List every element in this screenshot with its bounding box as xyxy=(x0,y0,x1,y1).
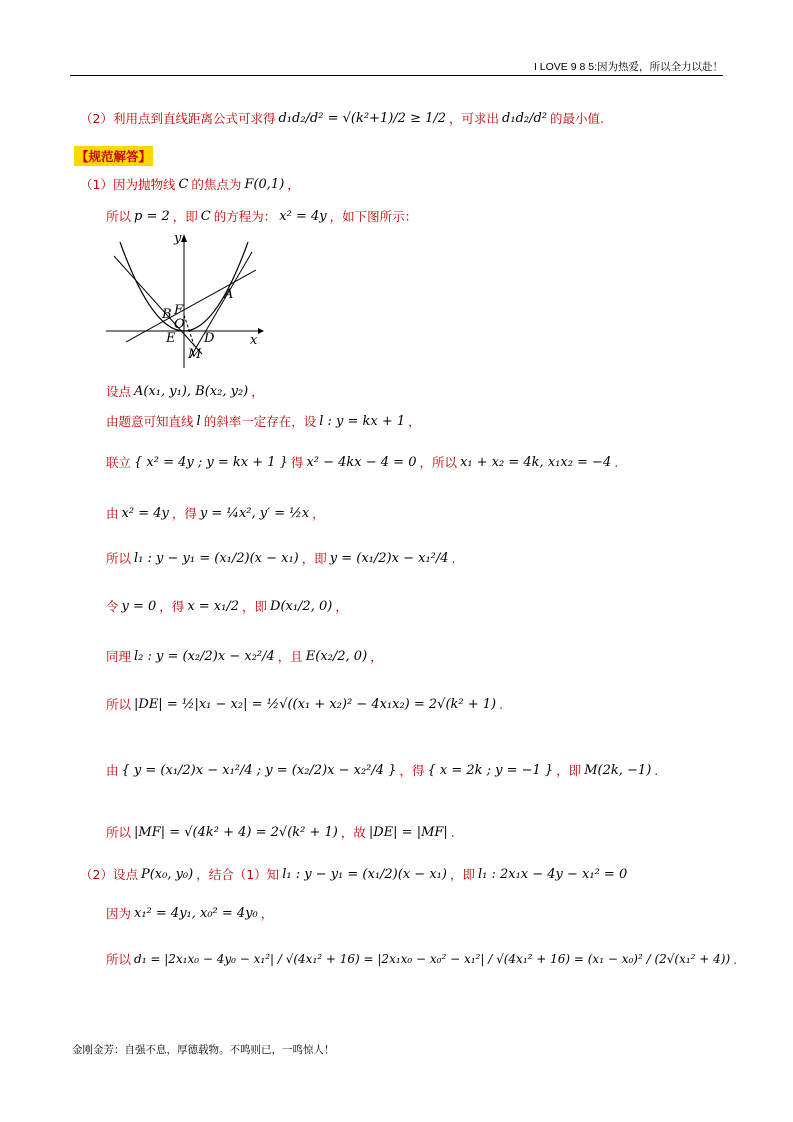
hint-2-formula2: d₁d₂/d² xyxy=(502,110,548,126)
line-1-post: ，如下图所示： xyxy=(329,209,418,224)
tangent-l2 xyxy=(114,256,202,354)
line-5-mid: ，得 xyxy=(171,506,197,521)
line-13-post: ， xyxy=(260,906,274,921)
line-5-post: ， xyxy=(312,506,325,521)
graph-label-x: x xyxy=(250,333,258,348)
line-4-pre: 联立 xyxy=(106,455,132,470)
solution-line-10 xyxy=(106,755,658,785)
hint-2-tail: 的最小值. xyxy=(550,111,604,126)
line-6-math-2: y = (x₁/2)x − x₁²/4 xyxy=(329,550,449,566)
line-1-mid2: 的方程为： xyxy=(213,209,277,224)
graph-label-y: y xyxy=(174,231,182,246)
solution-line-11 xyxy=(106,820,455,844)
line-4-math-2: x² − 4kx − 4 = 0 xyxy=(306,454,417,470)
line-0-math-2: F(0,1) xyxy=(244,176,285,192)
line-3-mid: 的斜率一定存在，设 xyxy=(203,414,317,429)
line-12-math-1: P(x₀, y₀) xyxy=(140,866,194,882)
line-8-post: ， xyxy=(370,649,383,664)
line-12-mid2: ，即 xyxy=(449,867,475,882)
line-9-math-1: |DE| = ½|x₁ − x₂| = ½√((x₁ + x₂)² − 4x₁x₂) = 2√(k² + 1) xyxy=(134,696,497,712)
line-3-math-1: l xyxy=(196,413,201,429)
page-footer: 金刚金芳：自强不息，厚德载物。不鸣则已，一鸣惊人！ xyxy=(72,1044,335,1056)
hint-2-mid: ，可求出 xyxy=(449,111,500,126)
solution-line-14 xyxy=(106,944,737,974)
line-13-math-1: x₁² = 4y₁, x₀² = 4y₀ xyxy=(134,905,258,921)
solution-line-4 xyxy=(106,447,618,477)
solution-line-13 xyxy=(106,902,273,924)
line-12-math-2: l₁ : y − y₁ = (x₁/2)(x − x₁) xyxy=(282,866,447,882)
line-1-math-2: C xyxy=(200,208,211,224)
line-11-post: . xyxy=(450,824,455,840)
line-7-math-2: x = x₁/2 xyxy=(187,598,239,614)
line-4-post: . xyxy=(614,454,619,470)
line-10-math-2: { x = 2k ; y = −1 } xyxy=(427,762,554,778)
line-10-mid: ，得 xyxy=(399,763,425,778)
line-14-math-1: d₁ = |2x₁x₀ − 4y₀ − x₁²| / √(4x₁² + 16) = |2x₁x₀ − x₀² − x₁²| / √(4x₁² + 16) = (x₁ − x₀)² / (2√(x₁² + 4)) xyxy=(134,952,731,966)
solution-line-2 xyxy=(106,380,264,402)
line-4-mid2: ，所以 xyxy=(419,455,457,470)
graph-label-m: M xyxy=(188,347,202,362)
line-7-mid: ，得 xyxy=(159,599,185,614)
solution-line-0 xyxy=(80,173,300,195)
line-6-pre: 所以 xyxy=(106,551,132,566)
line-14-post: . xyxy=(733,951,738,967)
line-4-math-1: { x² = 4y ; y = kx + 1 } xyxy=(134,454,288,470)
line-10-pre: 由 xyxy=(106,763,119,778)
line-1-math-1: p = 2 xyxy=(134,208,170,224)
solution-badge-line xyxy=(74,146,153,166)
hint-2-line xyxy=(80,100,604,136)
line-6-post: . xyxy=(451,550,456,566)
line-10-math-1: { y = (x₁/2)x − x₁²/4 ; y = (x₂/2)x − x₂²/4 } xyxy=(121,762,397,778)
line-7-math-3: D(x₁/2, 0) xyxy=(270,598,333,614)
header-rule xyxy=(70,75,723,76)
graph-label-d: D xyxy=(204,331,215,346)
tangent-l1 xyxy=(190,252,252,358)
line-2-pre: 设点 xyxy=(106,384,132,399)
line-4-math-3: x₁ + x₂ = 4k, x₁x₂ = −4 xyxy=(460,454,612,470)
solution-line-6 xyxy=(106,544,456,572)
graph-label-e: E xyxy=(166,331,176,346)
line-6-mid: ，即 xyxy=(301,551,327,566)
line-4-mid: 得 xyxy=(290,455,304,470)
line-9-post: . xyxy=(499,696,504,712)
graph-label-o: O xyxy=(174,317,185,332)
line-0-mid: 的焦点为 xyxy=(191,177,242,192)
hint-2-label: （2）利用点到直线距离公式可求得 xyxy=(80,111,276,126)
line-7-mid2: ，即 xyxy=(242,599,268,614)
line-7-post: ， xyxy=(335,599,348,614)
parabola-graph xyxy=(106,230,266,370)
line-12-math-3: l₁ : 2x₁x − 4y − x₁² = 0 xyxy=(477,866,628,882)
line-3-pre: 由题意可知直线 xyxy=(106,414,194,429)
line-0-math-1: C xyxy=(178,176,189,192)
solution-line-7 xyxy=(106,592,348,620)
line-2-math-1: A(x₁, y₁), B(x₂, y₂) xyxy=(134,383,249,399)
line-3-math-2: l : y = kx + 1 xyxy=(319,413,406,429)
line-11-math-1: |MF| = √(4k² + 4) = 2√(k² + 1) xyxy=(134,824,338,840)
line-1-mid: ，即 xyxy=(172,209,198,224)
line-8-mid: ，且 xyxy=(277,649,303,664)
graph-label-f: F xyxy=(174,303,184,318)
solution-line-5 xyxy=(106,500,325,526)
line-5-math-2: y = ¼x², y′ = ½x xyxy=(199,505,310,521)
x-axis-arrow xyxy=(258,328,264,334)
line-7-pre: 令 xyxy=(106,599,119,614)
solution-line-12 xyxy=(80,860,630,888)
solution-line-1 xyxy=(106,205,417,227)
line-6-math-1: l₁ : y − y₁ = (x₁/2)(x − x₁) xyxy=(134,550,299,566)
line-11-math-2: |DE| = |MF| xyxy=(368,824,448,840)
graph-label-a: A xyxy=(224,287,234,302)
line-5-math-1: x² = 4y xyxy=(121,505,169,521)
line-8-math-1: l₂ : y = (x₂/2)x − x₂²/4 xyxy=(134,648,275,664)
line-10-mid2: ，即 xyxy=(556,763,582,778)
line-11-mid: ，故 xyxy=(340,825,366,840)
line-14-pre: 所以 xyxy=(106,952,132,967)
line-13-pre: 因为 xyxy=(106,906,132,921)
line-9-pre: 所以 xyxy=(106,697,132,712)
line-12-mid: ，结合（1）知 xyxy=(196,867,280,882)
solution-badge: 【规范解答】 xyxy=(74,146,153,166)
hint-2-formula: d₁d₂/d² = √(k²+1)/2 ≥ 1/2 xyxy=(278,110,447,126)
line-3-post: ， xyxy=(408,414,421,429)
line-0-post: ， xyxy=(287,177,300,192)
line-5-pre: 由 xyxy=(106,506,119,521)
line-7-math-1: y = 0 xyxy=(121,598,157,614)
solution-line-9 xyxy=(106,690,503,718)
graph-label-b: B xyxy=(162,307,172,322)
y-axis-arrow xyxy=(181,234,187,242)
line-10-post: . xyxy=(654,762,659,778)
line-12-pre: （2）设点 xyxy=(80,867,138,882)
line-2-post: ， xyxy=(251,384,264,399)
line-8-pre: 同理 xyxy=(106,649,132,664)
solution-line-8 xyxy=(106,642,383,670)
page-header: I LOVE 9 8 5:因为热爱，所以全力以赴！ xyxy=(533,61,723,73)
line-1-pre: 所以 xyxy=(106,209,132,224)
line-8-math-2: E(x₂/2, 0) xyxy=(305,648,368,664)
line-0-pre: （1）因为抛物线 xyxy=(80,177,176,192)
line-1-math-3: x² = 4y xyxy=(279,208,327,224)
solution-line-3 xyxy=(106,410,421,432)
line-11-pre: 所以 xyxy=(106,825,132,840)
line-10-math-3: M(2k, −1) xyxy=(584,762,652,778)
